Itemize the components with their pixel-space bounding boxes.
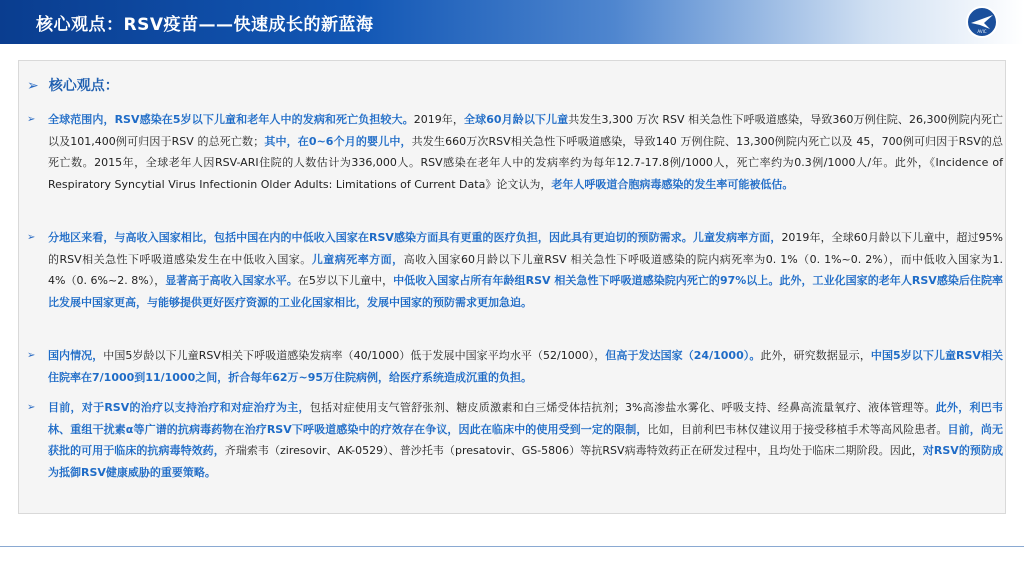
header-bar (0, 0, 1024, 44)
arrow-bullet-icon: ➢ (27, 232, 36, 243)
highlight-text: 但高于发达国家（24/1000）。 (605, 349, 761, 362)
highlight-text: 此外，利巴韦林、重组干扰素α等广谱的抗病毒药物在治疗RSV下呼吸道感染中的疗效存在争议，因此在临床中的使用受到一定的限制， (48, 401, 1004, 436)
highlight-text: 对RSV的预防成为抵御RSV健康威胁的重要策略。 (48, 444, 1004, 479)
paragraph-3 (27, 345, 1003, 388)
body-text: 中国5岁龄以下儿童RSV相关下呼吸道感染发病率（40/1000）低于发展中国家平均水平（52/1000）， (103, 349, 606, 362)
arrow-bullet-icon: ➢ (27, 402, 36, 413)
highlight-text: 全球60月龄以下儿童 (464, 113, 569, 126)
highlight-text: 目前，对于RSV的治疗以支持治疗和对症治疗为主， (48, 401, 310, 414)
page-title: 核心观点：RSV疫苗——快速成长的新蓝海 (36, 15, 374, 35)
avic-logo-icon (966, 6, 998, 38)
content-panel (18, 60, 1006, 514)
arrow-bullet-icon: ➢ (27, 78, 39, 94)
paragraph-4 (27, 397, 1003, 483)
paragraph-text (48, 397, 1003, 483)
svg-text:AVIC: AVIC (977, 29, 987, 34)
highlight-text: 目前，尚无获批的可用于临床的抗病毒特效药， (48, 422, 1004, 457)
body-text: 在5岁以下儿童中， (297, 274, 394, 287)
highlight-text: 全球范围内，RSV感染在5岁以下儿童和老年人中的发病和死亡负担较大。 (48, 113, 414, 126)
body-text: 共发生3,300 万次 RSV 相关急性下呼吸道感染，导致360万例住院、26,300例院内死亡以及101,400例可归因于RSV 的总死亡数； (48, 113, 1003, 148)
highlight-text: 国内情况， (48, 349, 104, 362)
arrow-bullet-icon: ➢ (27, 114, 36, 125)
body-text: 共发生660万次RSV相关急性下呼吸道感染，导致140 万例住院、13,300例院内死亡以及 45，700例可归因于RSV的总死亡数。2015年，全球老年人因RSV-ARI住院的人数估计为336,000人。RSV感染在老年人中的发病率约为每年12.7-17.8例/1000人，死亡率约为0.3例/1000人/年。此外，《Incidence of Respiratory Syncytial Virus Infectionin Older Adults: Limitations of Current Data》论文认为， (48, 134, 1004, 191)
body-text: 2019年，全球60月龄以下儿童中，超过95%的RSV相关急性下呼吸道感染发生在中低收入国家。 (48, 231, 1003, 266)
body-text: 比如，目前利巴韦林仅建议用于接受移植手术等高风险患者。 (647, 422, 948, 436)
arrow-bullet-icon: ➢ (27, 350, 36, 361)
body-text: 2019年， (413, 113, 465, 126)
paragraph-text (48, 345, 1003, 388)
body-text: 高收入国家60月龄以下儿童RSV 相关急性下呼吸道感染的院内病死率为0. 1%（0. 1%~0. 2%），而中低收入国家为1. 4%（0. 6%~2. 8%）， (48, 252, 1003, 287)
section-title: ➢ 核心观点： (27, 78, 119, 94)
body-text: 包括对症使用支气管舒张剂、糖皮质激素和白三烯受体拮抗剂；3%高渗盐水雾化、呼吸支持、经鼻高流量氧疗、液体管理等。 (309, 401, 936, 414)
highlight-text: 显著高于高收入国家水平。 (165, 274, 298, 287)
highlight-text: 分地区来看，与高收入国家相比，包括中国在内的中低收入国家在RSV感染方面具有更重的医疗负担，因此具有更迫切的预防需求。儿童发病率方面， (48, 231, 782, 244)
body-text: 此外，研究数据显示， (760, 349, 871, 362)
highlight-text: 儿童病死率方面， (311, 252, 404, 266)
paragraph-text (48, 109, 1003, 195)
highlight-text: 老年人呼吸道合胞病毒感染的发生率可能被低估。 (551, 177, 794, 191)
paragraph-text (48, 227, 1003, 313)
body-text: 齐瑞索韦（ziresovir、AK-0529）、普沙托韦（presatovir、GS-5806）等抗RSV病毒特效药正在研发过程中，且均处于临床二期阶段。因此， (224, 444, 923, 457)
highlight-text: 其中，在0~6个月的婴儿中， (264, 134, 412, 148)
footer-divider (0, 546, 1024, 547)
paragraph-2 (27, 227, 1003, 313)
paragraph-1 (27, 109, 1003, 195)
highlight-text: 中国5岁以下儿童RSV相关住院率在7/1000到11/1000之间，折合每年62万~95万住院病例，给医疗系统造成沉重的负担。 (48, 349, 1004, 384)
highlight-text: 中低收入国家占所有年龄组RSV 相关急性下呼吸道感染院内死亡的97%以上。此外，工业化国家的老年人RSV感染后住院率比发展中国家更高，与能够提供更好医疗资源的工业化国家相比，发展中国家的预防需求更加急迫。 (48, 274, 1004, 309)
